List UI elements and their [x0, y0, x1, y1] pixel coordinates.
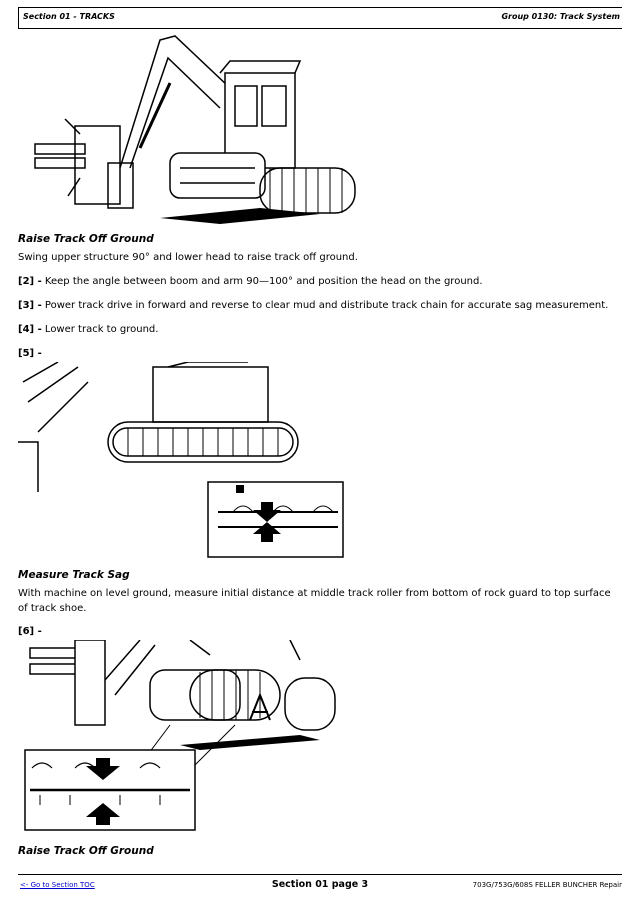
heading-raise-track: Raise Track Off Ground [18, 233, 154, 245]
group-title: Group 0130: Track System [501, 12, 620, 21]
step-text: Power track drive in forward and reverse to clear mud and distribute track chain for accurate sag measurement. [44, 300, 609, 311]
figure-raise-track-2 [20, 640, 340, 840]
step-text: Swing upper structure 90° and lower head to raise track off ground. [18, 252, 358, 263]
page-header [18, 7, 622, 29]
section-title: Section 01 - TRACKS [23, 12, 115, 21]
step-text: Keep the angle between boom and arm 90—100° and position the head on the ground. [44, 276, 483, 287]
step-6 [18, 624, 618, 639]
figure-track-sag-gauge [18, 362, 348, 562]
step-number: [3] - [18, 300, 42, 311]
step-number: [4] - [18, 324, 42, 335]
step-number: [5] - [18, 348, 42, 359]
document-title: 703G/753G/608S FELLER BUNCHER Repair [472, 881, 622, 889]
step-text: Lower track to ground. [44, 324, 159, 335]
figure-raise-track-1 [20, 28, 365, 228]
step-number: [2] - [18, 276, 42, 287]
page-footer [18, 874, 622, 895]
step-2 [18, 274, 618, 289]
step-number: [6] - [18, 626, 42, 637]
step-3 [18, 298, 618, 313]
step-text: With machine on level ground, measure initial distance at middle track roller from bottom of rock guard to top surface of track shoe. [18, 588, 611, 614]
step-4 [18, 322, 618, 337]
heading-measure-sag: Measure Track Sag [18, 569, 130, 581]
heading-raise-track: Raise Track Off Ground [18, 845, 154, 857]
page-number: Section 01 page 3 [271, 879, 369, 890]
toc-link[interactable]: <- Go to Section TOC [20, 881, 95, 889]
step-5 [18, 346, 618, 361]
